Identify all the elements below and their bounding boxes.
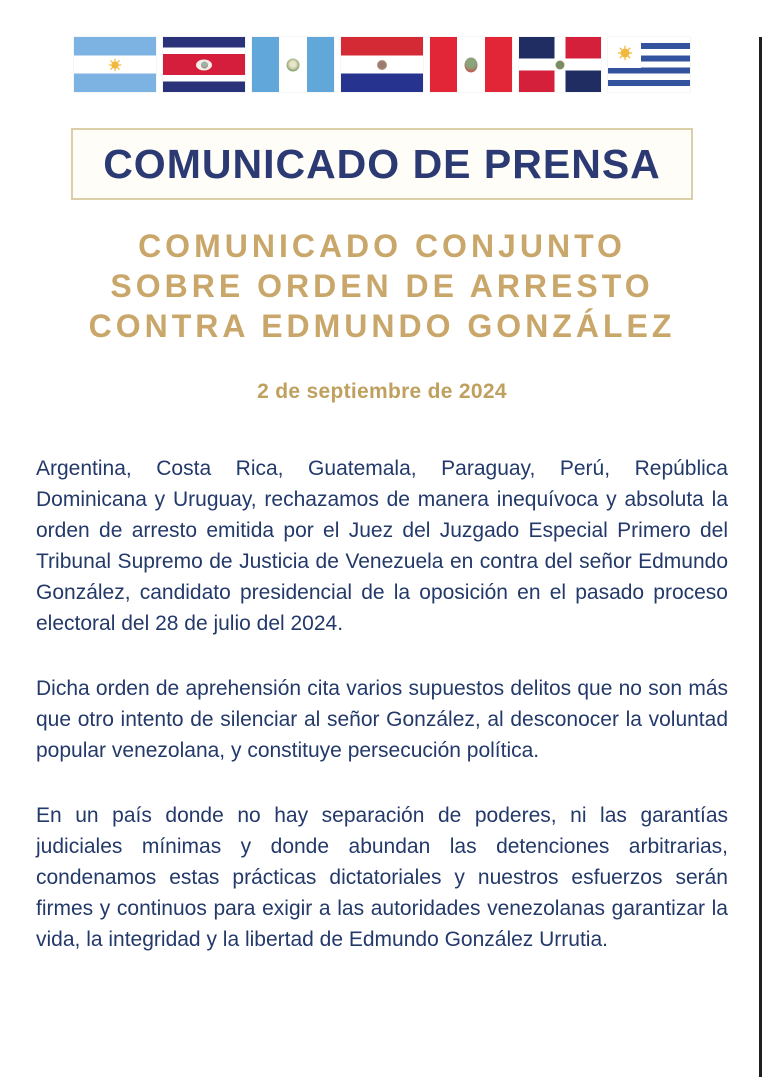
costa-rica-flag-icon [163, 37, 245, 92]
dominican-republic-coat-of-arms-icon [556, 60, 565, 69]
heading-line-2: SOBRE ORDEN DE ARRESTO [110, 268, 654, 304]
press-release-banner [71, 128, 693, 200]
flag-row [0, 37, 764, 92]
costa-rica-coat-of-arms-icon [196, 59, 212, 70]
paragraph-3: En un país donde no hay separación de poderes, ni las garantías judiciales mínimas y donde abundan las detenciones arbitrarias, condenamos estas prácticas dictatoriales y nuestros esfuerzos serán firmes y continuos para exigir a las autoridades venezolanas garantizar la vida, la integridad y la libertad de Edmundo González Urrutia. [36, 804, 728, 951]
argentina-flag-icon [74, 37, 156, 92]
statement-body [36, 453, 728, 955]
sun-of-may-icon [108, 58, 122, 72]
joint-statement-heading [0, 226, 764, 346]
sun-of-may-icon [608, 37, 641, 68]
guatemala-flag-icon [252, 37, 334, 92]
paraguay-flag-icon [341, 37, 423, 92]
guatemala-coat-of-arms-icon [287, 58, 300, 71]
uruguay-flag-icon [608, 37, 690, 92]
heading-line-1: COMUNICADO CONJUNTO [138, 228, 626, 264]
peru-flag-icon [430, 37, 512, 92]
photo-edge-artifact [759, 37, 762, 1077]
paragraph-1: Argentina, Costa Rica, Guatemala, Paraguay, Perú, República Dominicana y Uruguay, rechazamos de manera inequívoca y absoluta la orden de arresto emitida por el Juez del Juzgado Especial Primero del Tribunal Supremo de Justicia de Venezuela en contra del señor Edmundo González, candidato presidencial de la oposición en el pasado proceso electoral del 28 de julio del 2024. [36, 457, 728, 635]
paragraph-2: Dicha orden de aprehensión cita varios supuestos delitos que no son más que otro intento de silenciar al señor González, al desconocer la voluntad popular venezolana, y constituye persecución política. [36, 677, 728, 762]
statement-date: 2 de septiembre de 2024 [257, 380, 507, 403]
paraguay-coat-of-arms-icon [377, 60, 387, 70]
peru-coat-of-arms-icon [465, 57, 478, 72]
dominican-republic-flag-icon [519, 37, 601, 92]
press-release-title: COMUNICADO DE PRENSA [103, 140, 661, 187]
heading-line-3: CONTRA EDMUNDO GONZÁLEZ [88, 308, 676, 344]
